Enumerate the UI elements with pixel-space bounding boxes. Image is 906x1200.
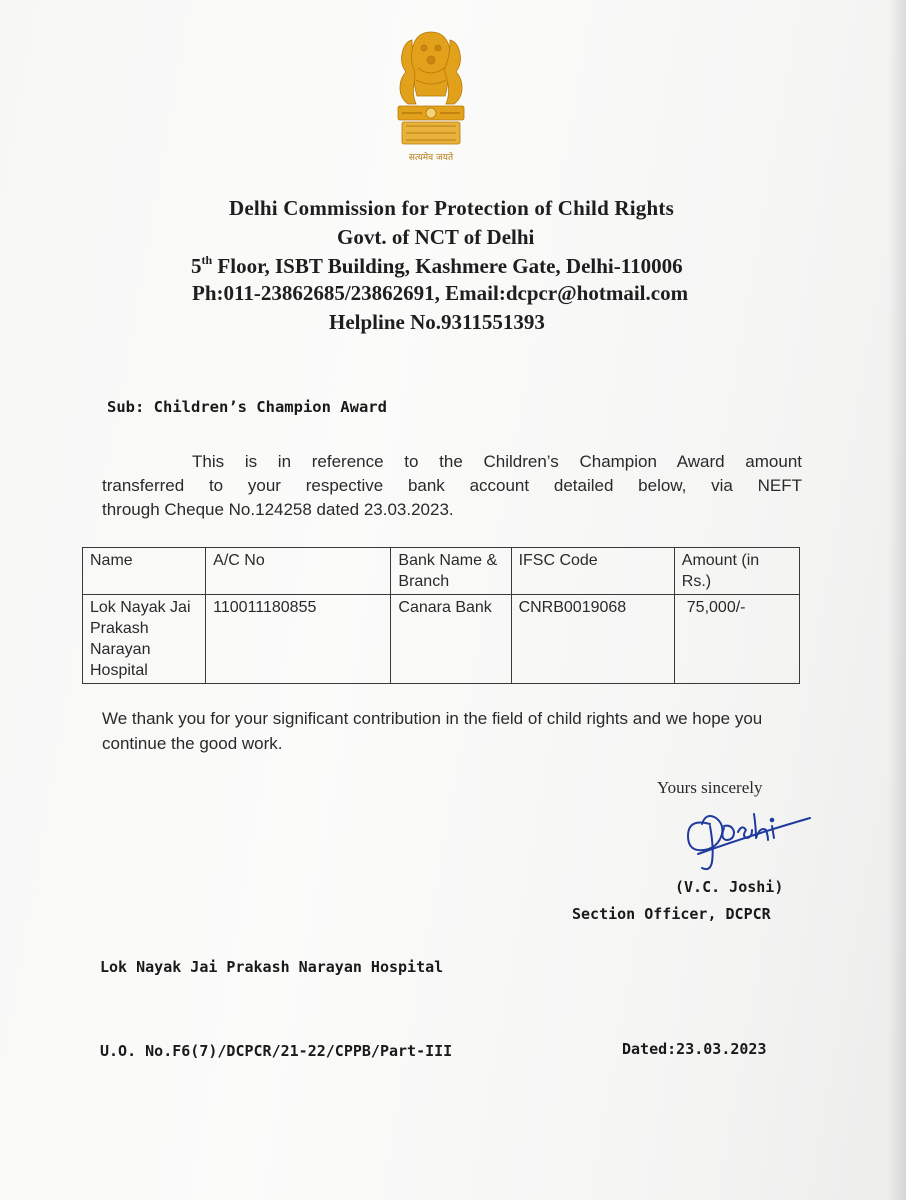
date-line: Dated:23.03.2023 — [622, 1040, 767, 1058]
closing-text: Yours sincerely — [657, 778, 763, 797]
recipient-name: Lok Nayak Jai Prakash Narayan Hospital — [100, 958, 444, 976]
cell-name: Lok Nayak Jai Prakash Narayan Hospital — [83, 595, 206, 684]
subject-line: Sub: Children’s Champion Award — [107, 398, 387, 416]
header-name: Name — [83, 548, 206, 595]
address-rest: Floor, ISBT Building, Kashmere Gate, Delhi-110006 — [212, 254, 683, 278]
reference-paragraph — [102, 450, 802, 522]
page-edge-shadow — [888, 0, 906, 1200]
paragraph-line-1: This is in reference to the Children’s Champion Award amount — [192, 452, 802, 471]
paragraph-line-2: transferred to your respective bank account detailed below, via NEFT — [102, 476, 802, 495]
award-table — [82, 547, 800, 684]
signatory-title: Section Officer, DCPCR — [572, 905, 771, 923]
table-header-row — [83, 548, 800, 595]
cell-bank: Canara Bank — [391, 595, 511, 684]
uo-number: U.O. No.F6(7)/DCPCR/21-22/CPPB/Part-III — [100, 1042, 453, 1060]
address-floor-suffix: th — [201, 253, 213, 267]
table-row — [83, 595, 800, 684]
cell-ifsc: CNRB0019068 — [511, 595, 674, 684]
signature — [680, 796, 820, 876]
org-address — [191, 253, 906, 279]
org-name: Delhi Commission for Protection of Child Rights — [229, 196, 674, 220]
org-helpline: Helpline No.9311551393 — [329, 310, 545, 334]
address-floor-number: 5 — [191, 254, 202, 278]
header-ac-no: A/C No — [206, 548, 391, 595]
paragraph-line-3: through Cheque No.124258 dated 23.03.2023. — [102, 500, 454, 519]
national-emblem-icon — [372, 26, 490, 166]
signatory-name: (V.C. Joshi) — [675, 878, 784, 896]
govt-name: Govt. of NCT of Delhi — [337, 225, 535, 249]
org-contact: Ph:011-23862685/23862691, Email:dcpcr@hotmail.com — [192, 281, 689, 305]
header-ifsc: IFSC Code — [511, 548, 674, 595]
cell-ac-no: 110011180855 — [206, 595, 391, 684]
header-bank: Bank Name & Branch — [391, 548, 511, 595]
thanks-paragraph: We thank you for your significant contribution in the field of child rights and we hope you continue the good work. — [102, 709, 763, 753]
emblem-motto: सत्यमेव जयते — [408, 153, 454, 163]
cell-amount: 75,000/- — [674, 595, 799, 684]
header-amount: Amount (in Rs.) — [674, 548, 799, 595]
